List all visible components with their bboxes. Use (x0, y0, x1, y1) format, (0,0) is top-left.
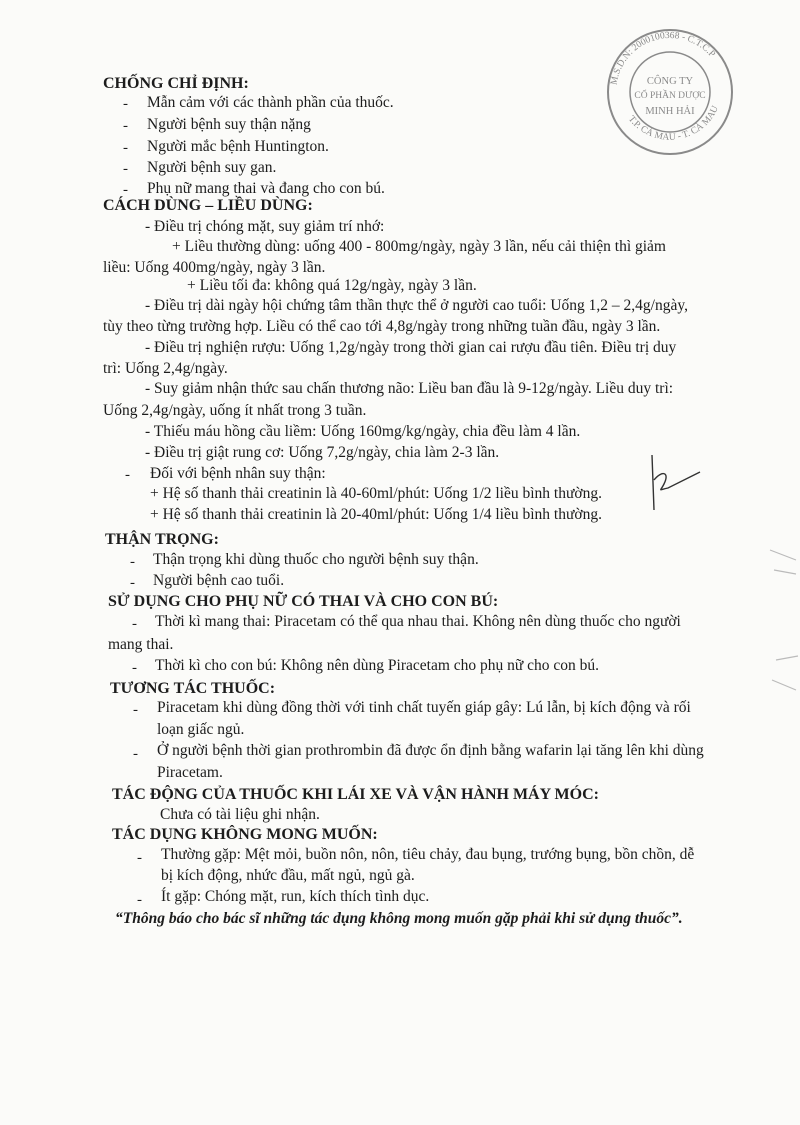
dosage-line-10: Uống 2,4g/ngày, uống ít nhất trong 3 tuần. (103, 402, 367, 419)
heading-tuong-tac: TƯƠNG TÁC THUỐC: (110, 680, 276, 697)
stamp-bottom-text: T.P. CÀ MAU - T. CÀ MAU (625, 104, 721, 143)
bullet-dash: - (132, 616, 137, 632)
bullet-dash: - (137, 892, 142, 908)
heading-chong-chi-dinh: CHỐNG CHỈ ĐỊNH: (103, 75, 249, 92)
signature (640, 450, 720, 520)
pregnancy-line-3: Thời kì cho con bú: Không nên dùng Piracetam cho phụ nữ cho con bú. (155, 657, 600, 674)
heading-cach-dung: CÁCH DÙNG – LIỀU DÙNG: (103, 197, 313, 214)
dosage-line-9: - Suy giảm nhận thức sau chấn thương não: Liều ban đầu là 9-12g/ngày. Liều duy trì: (145, 380, 674, 397)
contra-item-4: Người bệnh suy gan. (147, 159, 277, 176)
bullet-dash: - (133, 702, 138, 718)
bullet-dash: - (130, 554, 135, 570)
doctor-notice: “Thông báo cho bác sĩ những tác dụng không mong muốn gặp phải khi sử dụng thuốc”. (115, 910, 683, 927)
interaction-line-4: Piracetam. (157, 764, 223, 781)
dosage-line-8: trì: Uống 2,4g/ngày. (103, 360, 228, 377)
dosage-line-14: + Hệ số thanh thải creatinin là 40-60ml/phút: Uống 1/2 liều bình thường. (150, 485, 602, 502)
dosage-line-3: liều: Uống 400mg/ngày, ngày 3 lần. (103, 259, 326, 276)
stamp-ring-text: M.S.D.N: 2000100368 - C.T.C.P (609, 30, 717, 86)
side-effect-line-1: Thường gặp: Mệt mỏi, buồn nôn, nôn, tiêu chảy, đau bụng, trướng bụng, bồn chồn, dễ (161, 846, 695, 863)
caution-item-1: Thận trọng khi dùng thuốc cho người bệnh suy thận. (153, 551, 479, 568)
stamp-company-line1: CÔNG TY (646, 76, 694, 87)
company-stamp (600, 22, 740, 162)
bullet-dash: - (125, 467, 130, 483)
caution-item-2: Người bệnh cao tuổi. (153, 572, 285, 589)
dosage-line-6: tùy theo từng trường hợp. Liều có thể cao tới 4,8g/ngày trong những tuần đầu, ngày 3 lần. (103, 318, 661, 335)
bullet-dash: - (123, 118, 128, 134)
contra-item-3: Người mắc bệnh Huntington. (147, 138, 329, 155)
pregnancy-line-2: mang thai. (108, 636, 174, 653)
side-effect-line-3: Ít gặp: Chóng mặt, run, kích thích tình dục. (161, 888, 430, 905)
contra-item-2: Người bệnh suy thận nặng (147, 116, 311, 133)
contra-item-1: Mẫn cảm với các thành phần của thuốc. (147, 94, 394, 111)
contra-item-5: Phụ nữ mang thai và đang cho con bú. (147, 180, 385, 197)
heading-than-trong: THẬN TRỌNG: (105, 531, 219, 548)
dosage-line-12: - Điều trị giật rung cơ: Uống 7,2g/ngày, chia làm 2-3 lần. (145, 444, 500, 461)
bullet-dash: - (123, 96, 128, 112)
dosage-line-7: - Điều trị nghiện rượu: Uống 1,2g/ngày trong thời gian cai rượu đầu tiên. Điều trị duy (145, 339, 677, 356)
interaction-line-3: Ở người bệnh thời gian prothrombin đã được ổn định bằng wafarin lại tăng lên khi dùng (157, 742, 704, 759)
bullet-dash: - (133, 746, 138, 762)
dosage-line-4: + Liều tối đa: không quá 12g/ngày, ngày 3 lần. (187, 277, 477, 294)
bullet-dash: - (123, 161, 128, 177)
stamp-company-line2: CỔ PHẦN DƯỢC (634, 91, 706, 101)
driving-line-1: Chưa có tài liệu ghi nhận. (160, 806, 320, 823)
bullet-dash: - (132, 660, 137, 676)
interaction-line-2: loạn giấc ngủ. (157, 721, 245, 738)
dosage-line-1: - Điều trị chóng mặt, suy giảm trí nhớ: (145, 218, 385, 235)
bullet-dash: - (130, 575, 135, 591)
interaction-line-1: Piracetam khi dùng đồng thời với tinh chất tuyến giáp gây: Lú lẫn, bị kích động và rối (157, 699, 691, 716)
heading-lai-xe: TÁC ĐỘNG CỦA THUỐC KHI LÁI XE VÀ VẬN HÀNH MÁY MÓC: (112, 786, 599, 803)
heading-phu-nu: SỬ DỤNG CHO PHỤ NỮ CÓ THAI VÀ CHO CON BÚ: (108, 593, 499, 610)
heading-tac-dung: TÁC DỤNG KHÔNG MONG MUỐN: (112, 826, 378, 843)
pregnancy-line-1: Thời kì mang thai: Piracetam có thể qua nhau thai. Không nên dùng thuốc cho người (155, 613, 681, 630)
bullet-dash: - (137, 850, 142, 866)
dosage-line-15: + Hệ số thanh thải creatinin là 20-40ml/phút: Uống 1/4 liều bình thường. (150, 506, 602, 523)
page-edge-marks (760, 540, 800, 700)
bullet-dash: - (123, 140, 128, 156)
dosage-line-5: - Điều trị dài ngày hội chứng tâm thần thực thể ở người cao tuổi: Uống 1,2 – 2,4g/ngày, (145, 297, 688, 314)
stamp-company-line3: MINH HẢI (645, 106, 695, 117)
side-effect-line-2: bị kích động, nhức đầu, mất ngủ, ngủ gà. (161, 867, 415, 884)
bullet-dash: - (123, 182, 128, 198)
dosage-line-2: + Liều thường dùng: uống 400 - 800mg/ngày, ngày 3 lần, nếu cải thiện thì giảm (172, 238, 666, 255)
dosage-line-11: - Thiếu máu hồng cầu liềm: Uống 160mg/kg/ngày, chia đều làm 4 lần. (145, 423, 581, 440)
dosage-line-13: Đối với bệnh nhân suy thận: (150, 465, 326, 482)
